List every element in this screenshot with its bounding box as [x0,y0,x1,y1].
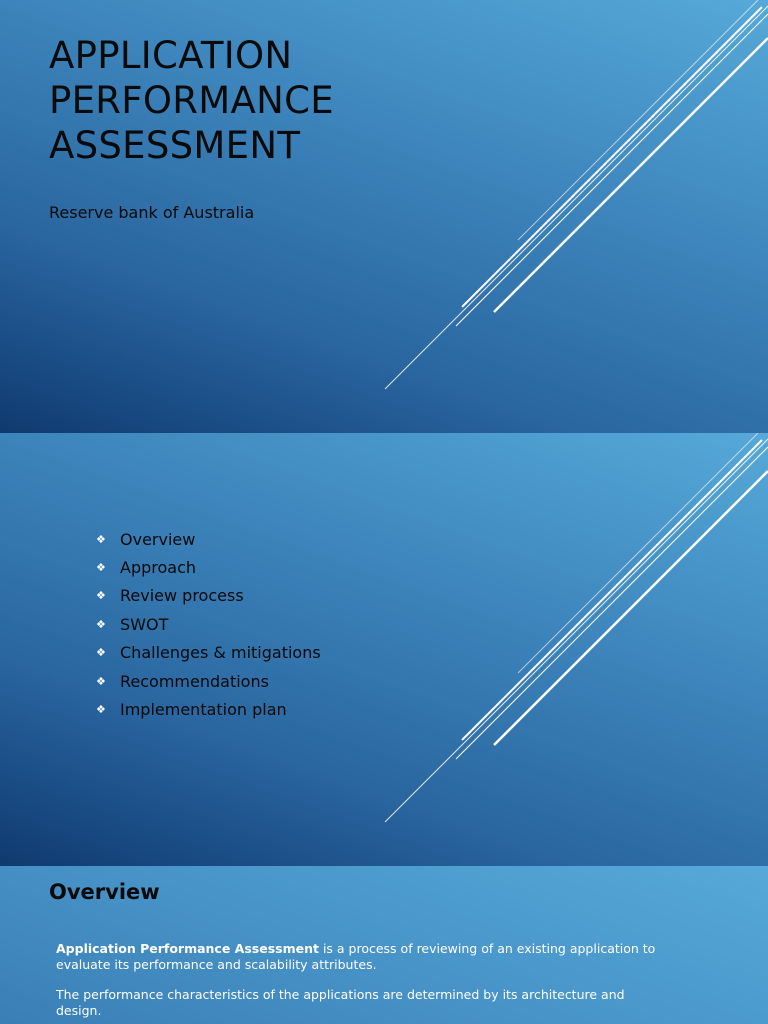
agenda-item-label: Challenges & mitigations [120,643,321,663]
overview-paragraph-2: The performance characteristics of the applications are determined by its architecture and design. [56,987,625,1018]
overview-term: Application Performance Assessment [56,941,319,956]
diamond-bullet-icon: ❖ [96,703,106,717]
agenda-item [96,610,321,638]
title-line-2: PERFORMANCE [49,79,334,122]
agenda-item [96,695,321,723]
title-line-1: APPLICATION [49,34,293,77]
agenda-item [96,525,321,553]
overview-description: is a process of reviewing of an existing application to evaluate its performance and scalability attributes. [56,941,656,972]
agenda-list [96,525,321,724]
overview-heading: Overview [49,880,160,904]
title-slide [0,0,768,433]
agenda-item [96,582,321,610]
presentation-subtitle: Reserve bank of Australia [49,203,255,222]
agenda-item-label: Approach [120,558,197,578]
agenda-item [96,667,321,695]
agenda-item-label: SWOT [120,614,169,634]
diamond-bullet-icon: ❖ [96,617,106,631]
agenda-item-label: Recommendations [120,671,269,691]
agenda-item [96,639,321,667]
diamond-bullet-icon: ❖ [96,674,106,688]
diamond-bullet-icon: ❖ [96,561,106,575]
diamond-bullet-icon: ❖ [96,532,106,546]
diamond-bullet-icon: ❖ [96,646,106,660]
title-line-3: ASSESSMENT [49,124,301,167]
overview-paragraph-1 [56,941,666,973]
diamond-bullet-icon: ❖ [96,589,106,603]
agenda-item-label: Implementation plan [120,700,287,720]
agenda-item [96,553,321,581]
presentation-title [49,33,334,168]
agenda-item-label: Overview [120,529,196,549]
agenda-item-label: Review process [120,586,244,606]
